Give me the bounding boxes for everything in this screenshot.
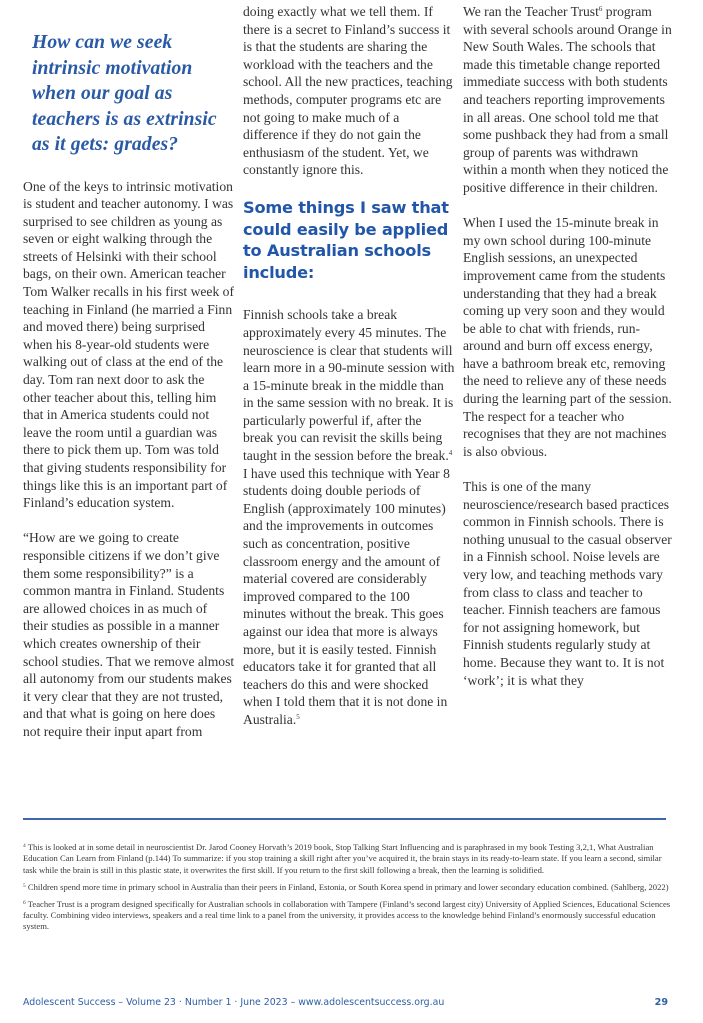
body-paragraph [243, 306, 455, 728]
footnote-number: 5 [23, 882, 26, 889]
body-text-segment: program with several schools around Orange in New South Wales. The schools that made this timetable change reported immediate success with both students and teachers reporting improvements in all areas. One school told me that some pushback they had from a small group of parents was withdrawn within a month when they noticed the positive difference in their children. [463, 4, 672, 195]
footnote-divider [23, 818, 666, 820]
publication-info: Adolescent Success – Volume 23 · Number 1 · June 2023 – www.adolescentsuccess.org.au [23, 997, 445, 1008]
page-number: 29 [654, 997, 668, 1008]
footnote-4 [23, 842, 673, 876]
body-paragraph: One of the keys to intrinsic motivation is student and teacher autonomy. I was surprised to see children as young as seven or eight walking through the streets of Helsinki with their school bags, on their own. American teacher Tom Walker recalls in his first week of teaching in Finland (he married a Finn and moved there) being surprised when his 8-year-old students were walking out of class at the end of the day. Tom ran next door to ask the other teacher about this, telling him that in America students could not leave the room until a guardian was there to pick them up. Tom was told that giving students responsibility for things like this is an important part of Finland’s education system. [23, 178, 234, 511]
footnotes [23, 842, 673, 938]
footnote-ref-5[interactable]: 5 [296, 712, 300, 721]
body-text-segment: We ran the Teacher Trust [463, 4, 599, 19]
footnote-text: Children spend more time in primary school in Australia than their peers in Finland, Estonia, or South Korea spend in primary and lower secondary education combined. (Sahlberg, 2022) [27, 881, 669, 892]
body-paragraph [463, 3, 675, 197]
body-paragraph: This is one of the many neuroscience/research based practices common in Finnish schools. There is nothing unusual to the casual observer in a Finnish school. Noise levels are very low, and teaching methods vary from class to class and teacher to teacher. Finnish teachers are famous for not assigning homework, but Finnish students regularly study at home. Because they want to. It is not ‘work’; it is what they [463, 479, 672, 688]
footnote-number: 4 [23, 843, 26, 849]
footnote-ref-6[interactable]: 6 [598, 5, 603, 13]
column-3 [463, 0, 675, 689]
footnote-6 [23, 899, 673, 933]
footnote-text: This is looked at in some detail in neuroscientist Dr. Jarod Cooney Horvath’s 2019 book, Stop Talking Start Influencing and is paraphrased in my book Testing 3,2,1, What Australian Education Can Learn from Finland (p.144) To summarize: if you stop training a skill right after you’ve acquired it, the brain stays in its ready-to-learn state. If you learn a second, similar task while the brain is still in this plastic state, it overwrites the first skill. If you return to the first skill following a break, then the learning is solidified. [23, 842, 662, 875]
footnote-number: 6 [23, 899, 26, 906]
body-text-segment: I have used this technique with Year 8 students doing double periods of English (approximately 100 minutes) and the improvements in outcomes such as concentration, positive classroom energy and the amount of material covered are considerably improved compared to the 100 minutes without the break. This goes against our idea that more is always more, but it is easily tested. Finnish educators take it for granted that all teachers do this and were shocked when I told them that it is not done in Australia. [243, 465, 450, 727]
column-1 [23, 0, 235, 741]
page-footer [23, 997, 668, 1008]
footnote-5 [23, 882, 673, 893]
body-text-segment: Finnish schools take a break approximately every 45 minutes. The neuroscience is clear that students will learn more in a 90-minute session with a 15-minute break in the middle than in the same session with no break. It is particularly powerful if, after the break you can revisit the skills being taught in the session before the break. [243, 307, 455, 464]
column-2 [243, 0, 455, 729]
body-paragraph: “How are we going to create responsible citizens if we don’t give them some responsibility?” is a common mantra in Finland. Students are allowed choices in as much of their studies as possible in a manner which creates ownership of their school studies. That we remove almost all autonomy from our students makes it very clear that they are not trusted, and that what is going on here does not require their input apart from [23, 530, 235, 739]
footnote-ref-4[interactable]: 4 [448, 449, 453, 458]
section-subheading: Some things I saw that could easily be applied to Australian schools include: [243, 197, 449, 282]
body-paragraph: When I used the 15-minute break in my own school during 100-minute English sessions, an unexpected improvement came from the students understanding that they had a break coming up very soon and they would be able to chat with friends, run-around and burn off excess energy, have a bathroom break etc, removing the need to relieve any of these needs during the learning part of the session. The respect for a teacher who recognises that they are not machines is also obvious. [463, 215, 672, 459]
body-paragraph: doing exactly what we tell them. If there is a secret to Finland’s success it is that the students are sharing the workload with the teachers and the school. All the new practices, teaching methods, computer programs etc are not going to make much of a difference if they do not gain the enthusiasm of the student. Yet, we constantly ignore this. [243, 4, 453, 178]
pull-quote-heading: How can we seek intrinsic motivation when our goal as teachers is as extrinsic as it gets: grades? [32, 32, 217, 155]
footnote-text: Teacher Trust is a program designed specifically for Australian schools in collaboration with Tampere (Finland’s second largest city) University of Applied Sciences, Educational Sciences faculty. Combining video interviews, speakers and a real time link to a panel from the university, it provides access to the knowledge behind Finland’s enormously successful education system. [23, 898, 671, 932]
